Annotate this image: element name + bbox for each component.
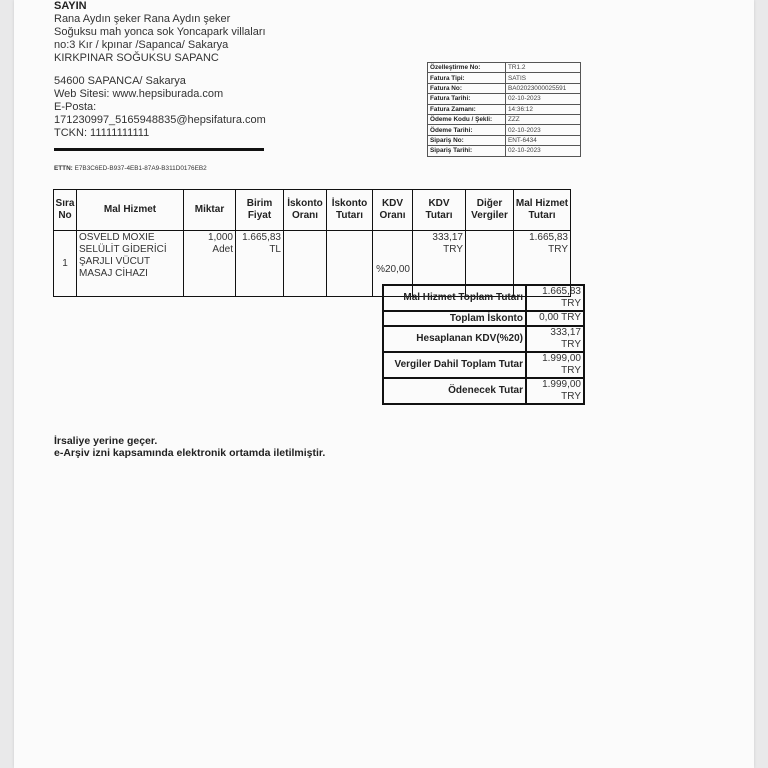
cell-iskonto-tutari (327, 231, 373, 297)
col-header-birim-fiyat: Birim Fiyat (236, 190, 284, 231)
buyer-title: SAYIN (54, 0, 87, 12)
totals-row (383, 378, 584, 404)
items-header-row (54, 190, 571, 231)
total-value: 1.999,00 TRY (526, 378, 584, 404)
cell-iskonto-orani (284, 231, 327, 297)
meta-row (428, 135, 581, 145)
totals-row (383, 352, 584, 378)
col-header-sira: Sıra No (54, 190, 77, 231)
buyer-line: 54600 SAPANCA/ Sakarya (54, 75, 186, 87)
ettn-line (54, 165, 207, 172)
invoice-meta-table (427, 62, 581, 157)
cell-kdv-tutari: 333,17 TRY (413, 231, 466, 297)
note-line: e-Arşiv izni kapsamında elektronik ortamda iletilmiştir. (54, 447, 326, 459)
totals-table (382, 284, 585, 405)
cell-kdv-orani: %20,00 (373, 231, 413, 297)
meta-value: ENT-6434 (506, 135, 581, 145)
meta-value: 02-10-2023 (506, 94, 581, 104)
meta-row (428, 83, 581, 93)
total-value: 1.999,00 TRY (526, 352, 584, 378)
col-header-miktar: Miktar (184, 190, 236, 231)
meta-row (428, 63, 581, 73)
meta-value: 02-10-2023 (506, 125, 581, 135)
meta-value: ZZZ (506, 114, 581, 124)
buyer-line: Rana Aydın şeker Rana Aydın şeker (54, 13, 231, 25)
total-value: 1.665,83 TRY (526, 285, 584, 311)
meta-row (428, 114, 581, 124)
total-label: Toplam İskonto (383, 311, 526, 326)
col-header-kdv-tutari: KDV Tutarı (413, 190, 466, 231)
meta-row (428, 73, 581, 83)
total-label: Vergiler Dahil Toplam Tutar (383, 352, 526, 378)
meta-value: 02-10-2023 (506, 146, 581, 156)
total-label: Hesaplanan KDV(%20) (383, 326, 526, 352)
meta-key: Özelleştirme No: (428, 63, 506, 73)
meta-key: Ödeme Kodu / Şekli: (428, 114, 506, 124)
totals-row (383, 311, 584, 326)
buyer-line: Soğuksu mah yonca sok Yoncapark villaları (54, 26, 266, 38)
meta-key: Fatura Tarihi: (428, 94, 506, 104)
total-label: Ödenecek Tutar (383, 378, 526, 404)
meta-key: Fatura No: (428, 83, 506, 93)
cell-mal-hizmet: OSVELD MOXIE SELÜLİT GİDERİCİ ŞARJLI VÜCUT MASAJ CİHAZI (77, 231, 184, 297)
cell-tutar: 1.665,83 TRY (514, 231, 571, 297)
invoice-page (14, 0, 754, 768)
meta-value: TR1.2 (506, 63, 581, 73)
totals-row (383, 285, 584, 311)
buyer-block (54, 0, 266, 140)
meta-value: SATIS (506, 73, 581, 83)
buyer-line: no:3 Kır / kpınar /Sapanca/ Sakarya (54, 39, 229, 51)
col-header-iskonto-orani: İskonto Oranı (284, 190, 327, 231)
col-header-tutar: Mal Hizmet Tutarı (514, 190, 571, 231)
buyer-divider (54, 148, 264, 151)
ettn-label: ETTN: (54, 165, 73, 172)
meta-row (428, 94, 581, 104)
ettn-value: E7B3C6ED-B937-4EB1-87A9-B311D0176EB2 (74, 165, 207, 172)
meta-key: Fatura Zamanı: (428, 104, 506, 114)
buyer-line: Web Sitesi: www.hepsiburada.com (54, 88, 224, 100)
meta-key: Sipariş No: (428, 135, 506, 145)
cell-sira: 1 (54, 231, 77, 297)
meta-value: BA02023000025591 (506, 83, 581, 93)
meta-key: Sipariş Tarihi: (428, 146, 506, 156)
meta-row (428, 125, 581, 135)
col-header-kdv-orani: KDV Oranı (373, 190, 413, 231)
items-table (53, 189, 571, 297)
footer-notes (54, 435, 325, 459)
meta-key: Fatura Tipi: (428, 73, 506, 83)
meta-value: 14:36:12 (506, 104, 581, 114)
note-line: İrsaliye yerine geçer. (54, 435, 158, 447)
col-header-diger-vergiler: Diğer Vergiler (466, 190, 514, 231)
total-value: 333,17 TRY (526, 326, 584, 352)
buyer-line: TCKN: 11111111111 (54, 127, 150, 139)
buyer-line: KIRKPINAR SOĞUKSU SAPANC (54, 52, 219, 64)
meta-row (428, 146, 581, 156)
buyer-line: E-Posta: (54, 101, 97, 113)
buyer-line-spacer (54, 65, 266, 75)
col-header-mal-hizmet: Mal Hizmet (77, 190, 184, 231)
total-value: 0,00 TRY (526, 311, 584, 326)
cell-miktar: 1,000 Adet (184, 231, 236, 297)
cell-birim-fiyat: 1.665,83 TL (236, 231, 284, 297)
meta-key: Ödeme Tarihi: (428, 125, 506, 135)
col-header-iskonto-tutari: İskonto Tutarı (327, 190, 373, 231)
totals-row (383, 326, 584, 352)
buyer-line: 171230997_5165948835@hepsifatura.com (54, 114, 266, 126)
meta-row (428, 104, 581, 114)
total-label: Mal Hizmet Toplam Tutarı (383, 285, 526, 311)
